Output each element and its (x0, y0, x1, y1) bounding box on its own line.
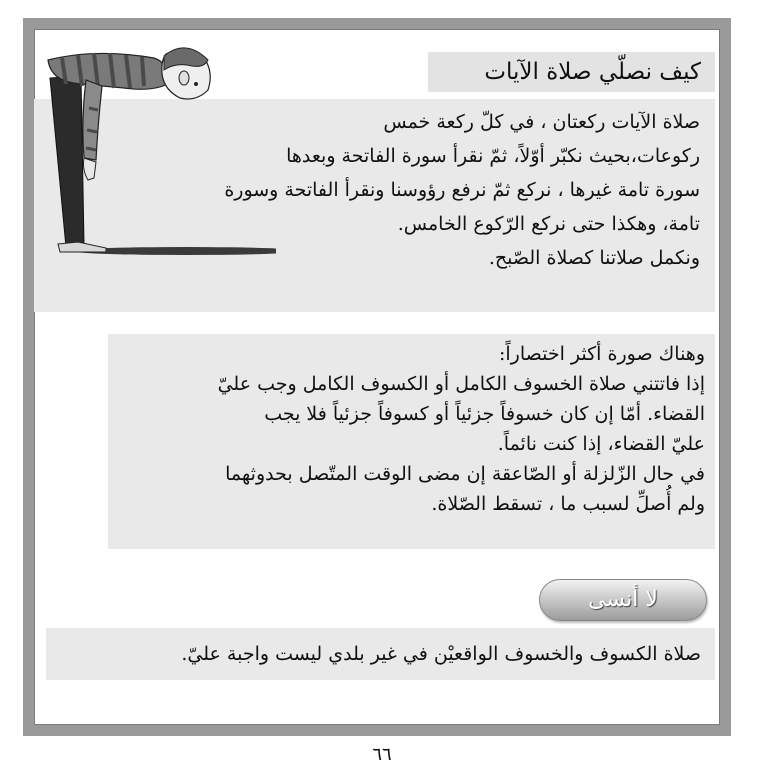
legs (50, 76, 84, 247)
reminder-badge: لا أنسى (539, 579, 707, 621)
text-line: ولم أُصلِّ لسبب ما ، تسقط الصّلاة. (431, 493, 705, 515)
text-line: ركوعات،بحيث نكبّر أوّلاً، ثمّ نقرأ سورة الفاتحة وبعدها (286, 145, 700, 167)
text-line: سورة تامة غيرها ، نركع ثمّ نرفع رؤوسنا ونقرأ الفاتحة وسورة (224, 179, 700, 201)
text-line: صلاة الآيات ركعتان ، في كلّ ركعة خمس (383, 111, 700, 133)
eye (194, 82, 198, 86)
ear (179, 71, 189, 85)
text-line: ونكمل صلاتنا كصلاة الصّبح. (488, 247, 700, 269)
text-line: وهناك صورة أكثر اختصاراً: (499, 343, 705, 365)
text-line: تامة، وهكذا حتى نركع الرّكوع الخامس. (397, 213, 700, 235)
page-title: كيف نصلّي صلاة الآيات (428, 52, 715, 92)
text-line: في حال الزّلزلة أو الصّاعقة إن مضى الوقت المتّصل بحدوثهما (225, 463, 705, 485)
text-line: القضاء. أمّا إن كان خسوفاً جزئياً أو كسوفاً جزئياً فلا يجب (264, 403, 705, 425)
feet (58, 242, 106, 252)
text-line: عليّ القضاء، إذا كنت نائماً. (497, 433, 705, 455)
intro-paragraph (110, 105, 700, 275)
page-number: ٦٦ (372, 744, 392, 765)
short-form-paragraph (118, 339, 705, 519)
text-line: إذا فاتتني صلاة الخسوف الكامل أو الكسوف الكامل وجب عليّ (217, 373, 705, 395)
reminder-note: صلاة الكسوف والخسوف الواقعيْن في غير بلدي ليست واجبة عليّ. (46, 628, 715, 680)
hand (84, 158, 97, 180)
